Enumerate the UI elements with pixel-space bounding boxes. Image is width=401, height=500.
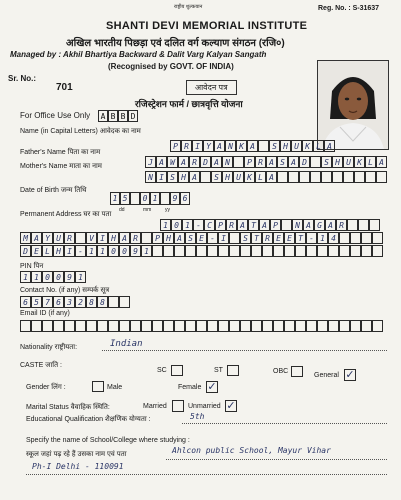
char-cell: A [214, 140, 225, 152]
dob-yy-label: yy [165, 207, 170, 213]
char-cell: 1 [182, 219, 193, 231]
char-cell: A [376, 156, 387, 168]
char-cell [130, 192, 140, 205]
char-cell [299, 171, 310, 183]
char-cell: U [233, 171, 244, 183]
char-cell: J [145, 156, 156, 168]
char-cell [347, 219, 358, 231]
char-cell: 7 [42, 296, 53, 308]
char-cell: A [174, 232, 185, 244]
char-cell: K [244, 171, 255, 183]
char-cell: W [167, 156, 178, 168]
char-cell: N [145, 171, 156, 183]
char-cell [185, 320, 196, 332]
photo-of-applicant [317, 60, 389, 150]
char-cell: R [130, 232, 141, 244]
char-cell [75, 232, 86, 244]
char-cell: N [292, 219, 303, 231]
char-cell: T [251, 232, 262, 244]
char-cell: A [189, 171, 200, 183]
char-cell [141, 320, 152, 332]
char-cell [42, 320, 53, 332]
char-cell: V [86, 232, 97, 244]
char-cell: - [75, 245, 86, 257]
char-cell: 9 [170, 192, 180, 205]
char-cell [361, 232, 372, 244]
char-cell [218, 245, 229, 257]
char-cell: E [284, 232, 295, 244]
char-cell [207, 320, 218, 332]
school-line-1: Ahlcon public School, Mayur Vihar [172, 446, 331, 455]
char-cell [229, 245, 240, 257]
nationality-label: Nationality राष्ट्रीयता: [20, 344, 78, 351]
char-cell [295, 320, 306, 332]
char-cell: 0 [119, 245, 130, 257]
char-cell [284, 320, 295, 332]
char-cell: P [244, 156, 255, 168]
char-cell: - [193, 219, 204, 231]
char-cell [174, 245, 185, 257]
top-label: राष्ट्रीय शुल्कयान [174, 4, 203, 10]
char-cell [64, 320, 75, 332]
father-name-label: Father's Name पिता का नाम [20, 149, 101, 156]
char-cell [20, 320, 31, 332]
char-cell [240, 245, 251, 257]
char-cell [284, 245, 295, 257]
char-cell [372, 232, 383, 244]
char-cell: L [313, 140, 324, 152]
char-cell [185, 245, 196, 257]
char-cell: 1 [97, 245, 108, 257]
char-cell [196, 320, 207, 332]
char-cell: 9 [130, 245, 141, 257]
char-cell: T [295, 232, 306, 244]
char-cell: S [167, 171, 178, 183]
caste-st-checkbox[interactable] [227, 365, 239, 376]
name-label: Name (in Capital Letters) आवेदक का नाम [20, 128, 141, 135]
char-cell: C [204, 219, 215, 231]
char-cell [119, 320, 130, 332]
char-cell: A [288, 156, 299, 168]
caste-label: CASTE जाति : [20, 362, 62, 369]
char-cell: 1 [31, 271, 42, 283]
address-label: Permanent Address घर का पता [20, 211, 112, 218]
caste-sc-checkbox[interactable] [171, 365, 183, 376]
char-cell [108, 320, 119, 332]
char-cell: S [240, 232, 251, 244]
char-cell: A [266, 156, 277, 168]
char-cell: 8 [86, 296, 97, 308]
char-cell [262, 245, 273, 257]
marital-married-checkbox[interactable] [172, 400, 184, 412]
char-cell: H [280, 140, 291, 152]
char-cell [251, 320, 262, 332]
char-cell [328, 320, 339, 332]
photo-of-applicant-icon [318, 61, 388, 149]
char-cell [354, 171, 365, 183]
dob-mm-label: mm [143, 207, 152, 213]
office-use-cell: A [98, 110, 108, 122]
char-cell: E [273, 232, 284, 244]
char-cell [196, 245, 207, 257]
office-use-label: For Office Use Only [20, 111, 91, 120]
char-cell: 1 [86, 245, 97, 257]
char-cell: 1 [150, 192, 160, 205]
char-cell: R [189, 156, 200, 168]
char-cell [130, 320, 141, 332]
char-cell: H [108, 232, 119, 244]
char-cell [251, 245, 262, 257]
char-cell: I [97, 232, 108, 244]
marital-label: Marital Status वैवाहिक स्थिति: [26, 404, 110, 411]
char-cell: R [336, 219, 347, 231]
char-cell: 1 [317, 232, 328, 244]
aavedan-patra-badge: आवेदन पत्र [186, 80, 237, 95]
char-cell: L [365, 156, 376, 168]
char-cell: 8 [97, 296, 108, 308]
char-cell: A [325, 219, 336, 231]
char-cell: R [181, 140, 192, 152]
char-cell: L [255, 171, 266, 183]
char-cell [97, 320, 108, 332]
char-cell: H [53, 245, 64, 257]
char-cell: R [226, 219, 237, 231]
char-cell: A [156, 156, 167, 168]
char-cell: 1 [141, 245, 152, 257]
char-cell: 1 [75, 271, 86, 283]
mother-name-label: Mother's Name माता का नाम [20, 163, 102, 170]
name-field[interactable] [170, 140, 335, 152]
char-cell: Y [42, 232, 53, 244]
char-cell: N [222, 156, 233, 168]
contact-field[interactable] [20, 296, 130, 308]
char-cell [310, 156, 321, 168]
school-line-2: Ph-I Delhi - 110091 [32, 462, 124, 471]
char-cell: D [20, 245, 31, 257]
char-cell: G [314, 219, 325, 231]
school-underline-1 [166, 459, 387, 460]
address-line-1[interactable] [160, 219, 380, 231]
char-cell: H [163, 232, 174, 244]
office-use-cell: B [108, 110, 118, 122]
char-cell [339, 232, 350, 244]
char-cell [350, 245, 361, 257]
char-cell: H [332, 156, 343, 168]
institute-title: SHANTI DEVI MEMORIAL INSTITUTE [106, 20, 308, 32]
char-cell: A [266, 171, 277, 183]
char-cell [361, 320, 372, 332]
char-cell: K [302, 140, 313, 152]
char-cell: 0 [42, 271, 53, 283]
char-cell: A [211, 156, 222, 168]
char-cell: 1 [160, 219, 171, 231]
char-cell [317, 245, 328, 257]
char-cell: 5 [120, 192, 130, 205]
char-cell [295, 245, 306, 257]
char-cell: P [270, 219, 281, 231]
char-cell [306, 320, 317, 332]
char-cell: D [299, 156, 310, 168]
char-cell: S [211, 171, 222, 183]
marital-unmarried-checkbox[interactable]: ✓ [226, 400, 236, 412]
school-underline-2 [26, 474, 387, 475]
char-cell: 6 [53, 296, 64, 308]
contact-label: Contact No. (if any) सम्पर्क सूत्र [20, 287, 110, 294]
char-cell: R [255, 156, 266, 168]
sr-no-label: Sr. No.: [8, 74, 37, 83]
char-cell [75, 320, 86, 332]
mother-name-field[interactable] [145, 171, 387, 183]
char-cell: A [119, 232, 130, 244]
char-cell: P [215, 219, 226, 231]
address-line-2[interactable] [20, 232, 383, 244]
char-cell [141, 232, 152, 244]
char-cell [152, 245, 163, 257]
char-cell [240, 320, 251, 332]
recognised-by: (Recognised by GOVT. OF INDIA) [108, 62, 234, 71]
char-cell [281, 219, 292, 231]
char-cell: S [277, 156, 288, 168]
char-cell [200, 171, 211, 183]
char-cell [339, 245, 350, 257]
caste-obc-label: OBC [273, 368, 289, 375]
pin-field[interactable] [20, 271, 86, 283]
dob-field[interactable] [110, 192, 190, 205]
sr-no-value: 701 [56, 82, 73, 93]
char-cell [262, 320, 273, 332]
char-cell [372, 245, 383, 257]
char-cell: D [200, 156, 211, 168]
char-cell [358, 219, 369, 231]
char-cell: 0 [140, 192, 150, 205]
school-hindi-label: स्कूल जहां पढ़ रहे हैं उसका नाम एवं पता [26, 451, 127, 458]
office-use-cell: D [128, 110, 138, 122]
char-cell: P [152, 232, 163, 244]
char-cell [163, 245, 174, 257]
char-cell: I [192, 140, 203, 152]
char-cell: A [247, 140, 258, 152]
char-cell [163, 320, 174, 332]
char-cell: Y [203, 140, 214, 152]
gender-male-label: Male [107, 384, 123, 391]
char-cell [365, 171, 376, 183]
char-cell: 5 [31, 296, 42, 308]
char-cell: 0 [171, 219, 182, 231]
char-cell: A [324, 140, 335, 152]
char-cell: U [343, 156, 354, 168]
office-use-field[interactable] [98, 110, 138, 122]
char-cell: 1 [110, 192, 120, 205]
pin-label: PIN पिन [20, 263, 44, 270]
char-cell: I [64, 245, 75, 257]
char-cell [229, 232, 240, 244]
char-cell: 6 [20, 296, 31, 308]
char-cell: A [237, 219, 248, 231]
char-cell: A [178, 156, 189, 168]
dob-label: Date of Birth जन्म तिथि [20, 187, 87, 194]
char-cell: 3 [64, 296, 75, 308]
gender-label: Gender लिंग : [26, 384, 66, 391]
char-cell: T [248, 219, 259, 231]
char-cell [152, 320, 163, 332]
gender-female-checkbox[interactable]: ✓ [207, 381, 217, 393]
char-cell [277, 171, 288, 183]
char-cell: A [259, 219, 270, 231]
char-cell [350, 320, 361, 332]
nationality-value: Indian [110, 339, 143, 349]
char-cell: 1 [20, 271, 31, 283]
char-cell: 0 [53, 271, 64, 283]
char-cell: A [303, 219, 314, 231]
char-cell [376, 171, 387, 183]
email-label: Email ID (if any) [20, 310, 70, 317]
char-cell: 2 [75, 296, 86, 308]
char-cell: E [196, 232, 207, 244]
char-cell [207, 245, 218, 257]
char-cell: S [269, 140, 280, 152]
char-cell [273, 320, 284, 332]
email-field[interactable] [20, 320, 383, 332]
char-cell [160, 192, 170, 205]
caste-obc-checkbox[interactable] [291, 366, 303, 377]
char-cell: N [225, 140, 236, 152]
char-cell [328, 245, 339, 257]
char-cell: K [354, 156, 365, 168]
char-cell [317, 320, 328, 332]
form-title: रजिस्ट्रेशन फार्म / छात्रवृत्ति योजना [135, 99, 243, 109]
char-cell [361, 245, 372, 257]
marital-unmarried-label: Unmarried [188, 403, 221, 410]
caste-general-checkbox[interactable]: ✓ [345, 369, 355, 381]
char-cell: 4 [328, 232, 339, 244]
char-cell [218, 320, 229, 332]
char-cell [350, 232, 361, 244]
char-cell: I [156, 171, 167, 183]
qualification-label: Educational Qualification शैक्षणिक योग्यता : [26, 416, 151, 423]
char-cell: - [306, 232, 317, 244]
char-cell: - [207, 232, 218, 244]
reg-number: Reg. No. : S-31637 [318, 5, 380, 12]
gender-male-checkbox[interactable] [92, 381, 104, 392]
char-cell [53, 320, 64, 332]
char-cell: S [185, 232, 196, 244]
char-cell: A [31, 232, 42, 244]
char-cell [372, 320, 383, 332]
char-cell [86, 320, 97, 332]
char-cell: 9 [64, 271, 75, 283]
char-cell: L [42, 245, 53, 257]
char-cell [310, 171, 321, 183]
marital-married-label: Married [143, 403, 167, 410]
office-use-cell: B [118, 110, 128, 122]
char-cell: U [291, 140, 302, 152]
char-cell: E [31, 245, 42, 257]
char-cell [306, 245, 317, 257]
caste-st-label: ST [214, 367, 223, 374]
char-cell: P [170, 140, 181, 152]
char-cell: U [53, 232, 64, 244]
hindi-organisation: अखिल भारतीय पिछड़ा एवं दलित वर्ग कल्याण संगठन (रजि०) [66, 38, 285, 49]
char-cell: H [178, 171, 189, 183]
char-cell [369, 219, 380, 231]
char-cell: I [218, 232, 229, 244]
address-line-3[interactable] [20, 245, 383, 257]
char-cell: S [321, 156, 332, 168]
char-cell: R [64, 232, 75, 244]
nationality-line [102, 350, 387, 351]
qualification-line [182, 423, 387, 424]
caste-sc-label: SC [157, 367, 167, 374]
char-cell: 6 [180, 192, 190, 205]
char-cell [273, 245, 284, 257]
char-cell: M [20, 232, 31, 244]
gender-female-label: Female [178, 384, 202, 391]
father-name-field[interactable] [145, 156, 387, 168]
dob-dd-label: dd [119, 207, 125, 213]
char-cell [174, 320, 185, 332]
char-cell [288, 171, 299, 183]
char-cell [119, 296, 130, 308]
caste-general-label: General [314, 372, 339, 379]
char-cell [321, 171, 332, 183]
char-cell [233, 156, 244, 168]
school-label: Specify the name of School/College where studying : [26, 437, 190, 444]
char-cell [332, 171, 343, 183]
char-cell: 0 [108, 245, 119, 257]
char-cell: R [262, 232, 273, 244]
char-cell [339, 320, 350, 332]
char-cell [258, 140, 269, 152]
managed-by: Managed by : Akhil Bhartiya Backward & Dalit Varg Kalyan Sangath [10, 50, 267, 59]
char-cell [108, 296, 119, 308]
char-cell [31, 320, 42, 332]
char-cell: H [222, 171, 233, 183]
char-cell [343, 171, 354, 183]
char-cell: K [236, 140, 247, 152]
char-cell [229, 320, 240, 332]
qualification-value: 5th [190, 412, 205, 421]
